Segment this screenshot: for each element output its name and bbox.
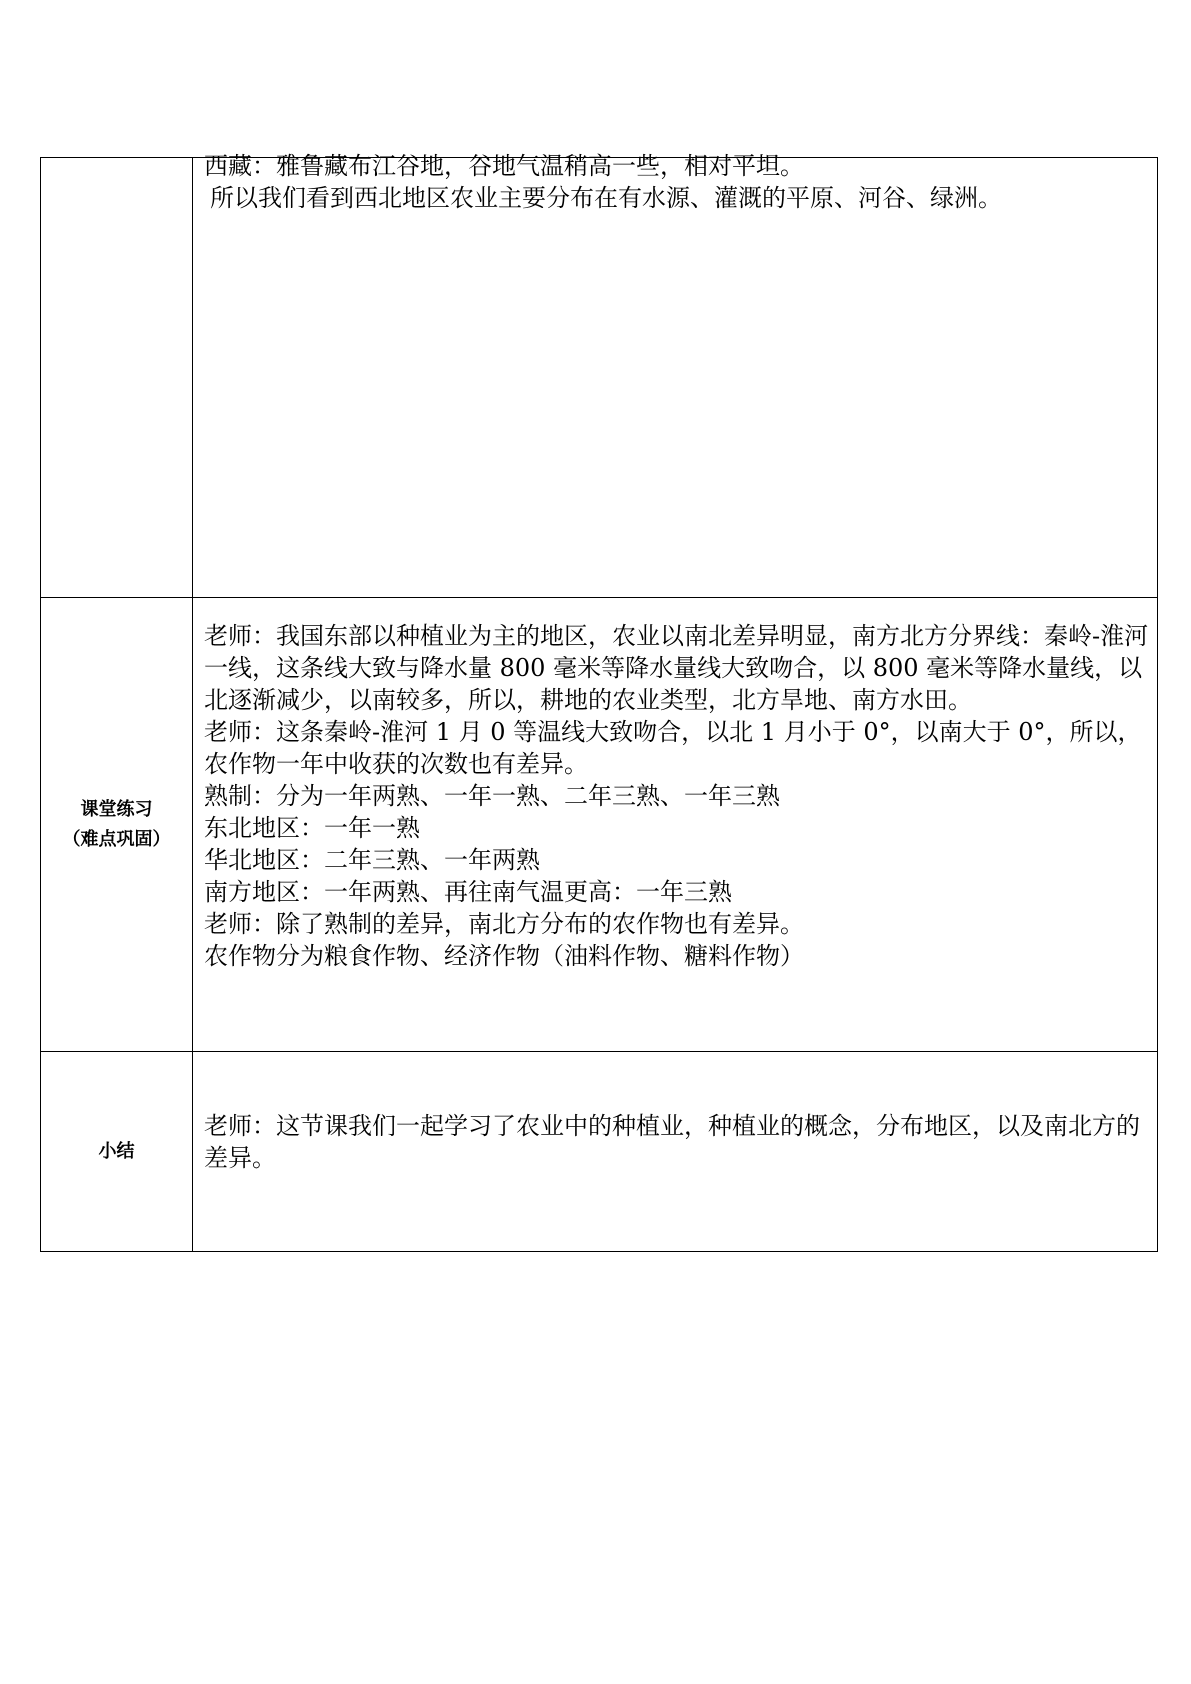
row-label-empty <box>41 158 193 598</box>
paragraph: 南方地区：一年两熟、再往南气温更高：一年三熟 <box>204 878 732 906</box>
paragraph-summary: 老师：这节课我们一起学习了农业中的种植业，种植业的概念，分布地区，以及南北方的差异。 <box>204 1112 1140 1172</box>
table-row-classroom-practice <box>41 598 1158 1052</box>
label-line-2: （难点巩固） <box>62 828 171 850</box>
label-line-1: 课堂练习 <box>80 798 153 820</box>
paragraph: 熟制：分为一年两熟、一年一熟、二年三熟、一年三熟 <box>204 782 780 810</box>
table-row-continuation <box>41 158 1158 598</box>
row-content <box>193 1052 1158 1252</box>
label-line-1: 小结 <box>98 1140 135 1162</box>
paragraph: 东北地区：一年一熟 <box>204 814 420 842</box>
paragraph-tibet: 西藏：雅鲁藏布江谷地，谷地气温稍高一些，相对平坦。 <box>204 152 804 180</box>
lesson-plan-table <box>40 152 1158 1252</box>
row-content <box>193 598 1158 1052</box>
paragraph: 华北地区：二年三熟、一年两熟 <box>204 846 540 874</box>
row-label-classroom-practice <box>41 598 193 1052</box>
paragraph-northwest-summary: 所以我们看到西北地区农业主要分布在有水源、灌溉的平原、河谷、绿洲。 <box>210 184 1002 212</box>
paragraph: 老师：我国东部以种植业为主的地区，农业以南北差异明显，南方北方分界线：秦岭-淮河一线，这条线大致与降水量 800 毫米等降水量线大致吻合，以 800 毫米等降水量线，以北逐渐减少，以南较多，所以，耕地的农业类型，北方旱地、南方水田。 <box>204 622 1149 714</box>
row-label-summary <box>41 1052 193 1252</box>
paragraph: 老师：这条秦岭-淮河 1 月 0 等温线大致吻合，以北 1 月小于 0°，以南大于 0°，所以，农作物一年中收获的次数也有差异。 <box>204 718 1142 778</box>
table-row-summary <box>41 1052 1158 1252</box>
paragraph: 农作物分为粮食作物、经济作物（油料作物、糖料作物） <box>204 942 804 970</box>
paragraph: 老师：除了熟制的差异，南北方分布的农作物也有差异。 <box>204 910 804 938</box>
row-content <box>193 152 1158 598</box>
